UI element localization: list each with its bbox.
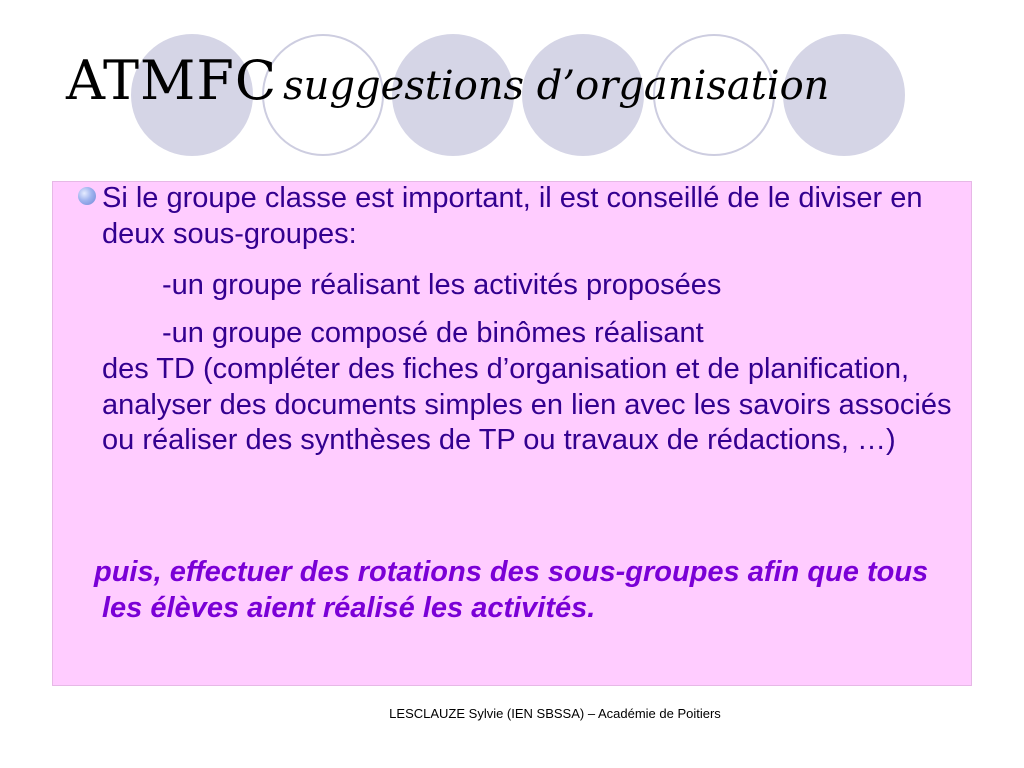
bullet-intro-text: Si le groupe classe est important, il est conseillé de le diviser en deux sous-groupes: xyxy=(102,182,923,250)
slide-title xyxy=(66,49,830,112)
option-2-first-line: -un groupe composé de binômes réalisant xyxy=(162,317,704,349)
title-acronym: ATMFC xyxy=(66,49,278,112)
sphere-bullet-icon xyxy=(78,187,96,205)
title-subtitle: suggestions d’organisation xyxy=(283,63,830,109)
footer: LESCLAUZE Sylvie (IEN SBSSA) – Académie de Poitiers xyxy=(389,706,721,721)
option-1-text: -un groupe réalisant les activités proposées xyxy=(162,269,722,301)
option-2-text: des TD (compléter des fiches d’organisation et de planification, analyser des documents simples en lien avec les savoirs associés ou réaliser des synthèses de TP ou travaux de rédactions, …) xyxy=(102,353,952,456)
conclusion-text: puis, effectuer des rotations des sous-groupes afin que tous les élèves aient réalisé les activités. xyxy=(94,556,929,624)
